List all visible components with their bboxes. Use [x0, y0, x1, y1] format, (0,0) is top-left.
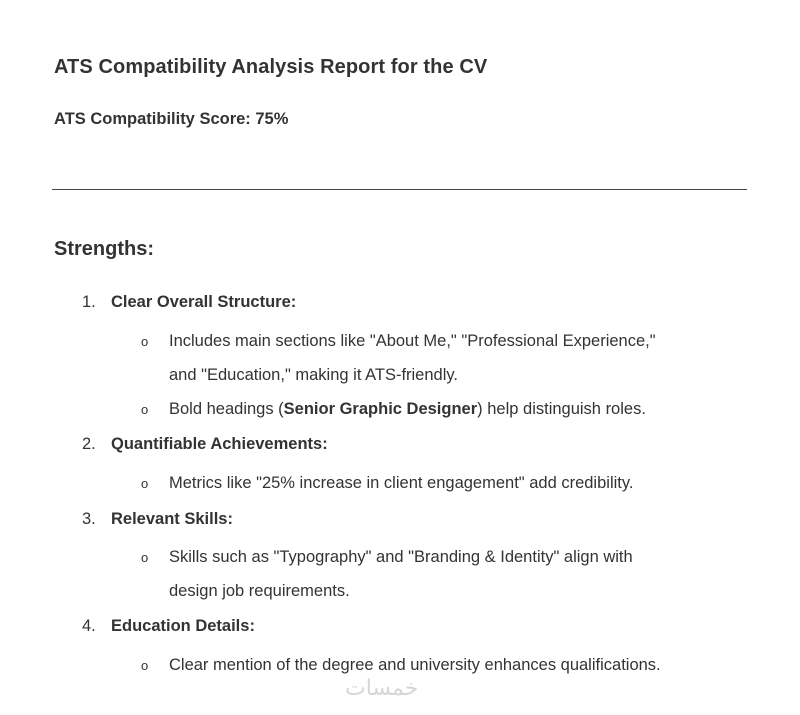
bullet-text: Clear mention of the degree and university enhances qualifications.: [169, 656, 661, 674]
ats-score: ATS Compatibility Score: 75%: [54, 110, 289, 128]
bullet-text: Skills such as "Typography" and "Branding & Identity" align with: [169, 548, 633, 566]
strength-title: Relevant Skills:: [111, 510, 233, 528]
bullet-text-continued: and "Education," making it ATS-friendly.: [169, 366, 458, 384]
strength-title: Clear Overall Structure:: [111, 293, 297, 311]
list-number: 4.: [82, 617, 96, 635]
list-number: 1.: [82, 293, 96, 311]
strengths-heading: Strengths:: [54, 238, 154, 260]
list-number: 2.: [82, 435, 96, 453]
bullet-icon: o: [141, 476, 149, 491]
bullet-text-post: ) help distinguish roles.: [477, 400, 646, 418]
horizontal-divider: [52, 189, 747, 190]
bullet-icon: o: [141, 402, 149, 417]
report-title: ATS Compatibility Analysis Report for the CV: [54, 56, 488, 78]
bullet-icon: o: [141, 658, 149, 673]
bullet-text: [169, 398, 646, 420]
strength-title: Education Details:: [111, 617, 255, 635]
bullet-text-continued: design job requirements.: [169, 582, 350, 600]
bullet-text: Metrics like "25% increase in client engagement" add credibility.: [169, 474, 634, 492]
strength-title: Quantifiable Achievements:: [111, 435, 328, 453]
watermark-logo: خمسات: [345, 676, 419, 701]
bullet-icon: o: [141, 334, 149, 349]
bullet-text-pre: Bold headings (: [169, 400, 284, 418]
bullet-icon: o: [141, 550, 149, 565]
bullet-text-bold: Senior Graphic Designer: [283, 400, 478, 418]
bullet-text: Includes main sections like "About Me," "Professional Experience,": [169, 332, 656, 350]
list-number: 3.: [82, 510, 96, 528]
